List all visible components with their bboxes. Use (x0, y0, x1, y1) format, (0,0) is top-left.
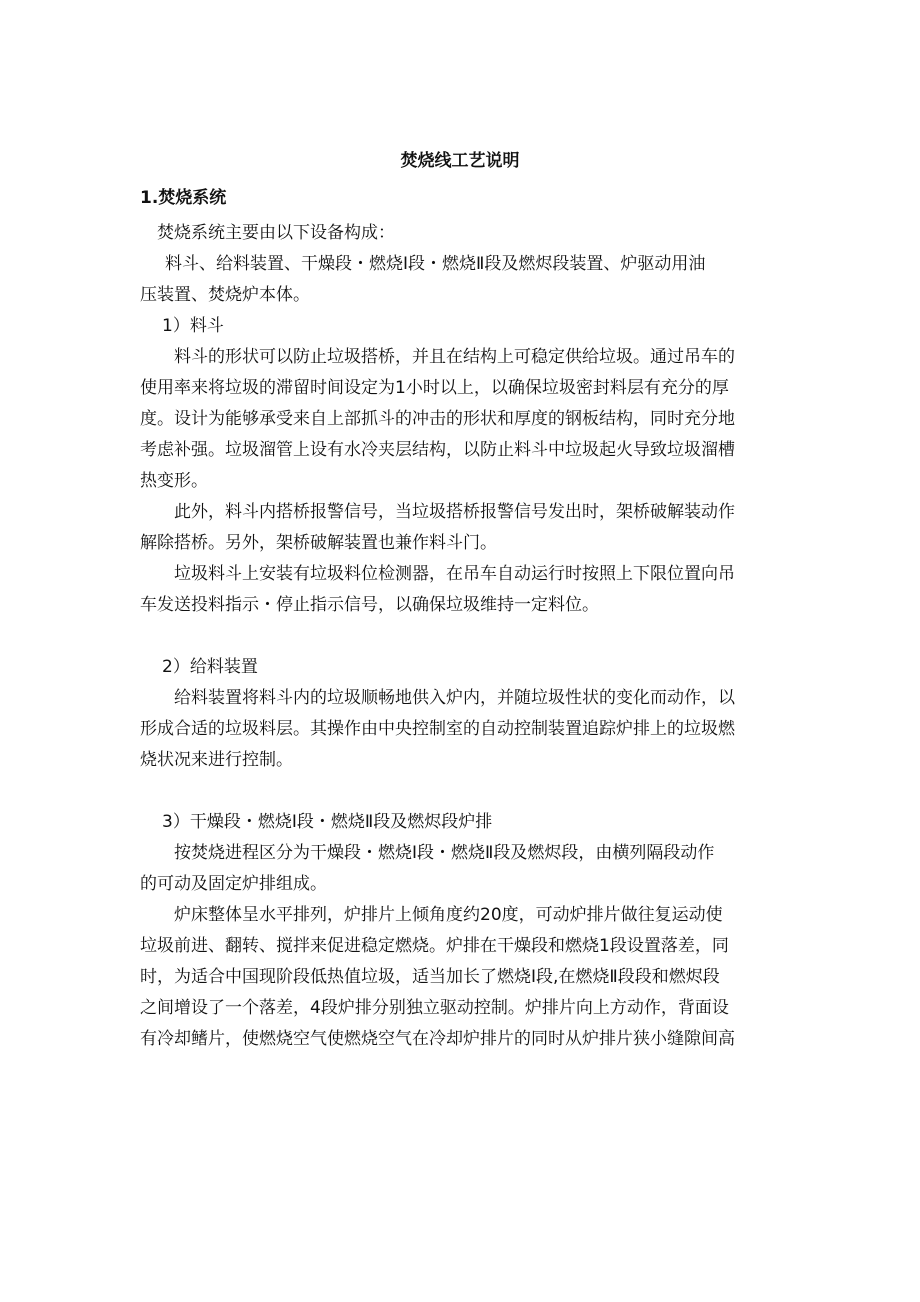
paragraph-line: 焚烧系统主要由以下设备构成： (157, 223, 395, 243)
paragraph-line: 压装置、焚烧炉本体。 (140, 285, 310, 305)
paragraph-line: 形成合适的垃圾料层。其操作由中央控制室的自动控制装置追踪炉排上的垃圾燃 (140, 719, 735, 739)
paragraph-line: 车发送投料指示・停止指示信号，以确保垃圾维持一定料位。 (140, 595, 599, 615)
paragraph-line: 的可动及固定炉排组成。 (140, 874, 327, 894)
paragraph-line: 考虑补强。垃圾溜管上设有水冷夹层结构，以防止料斗中垃圾起火导致垃圾溜槽 (140, 440, 735, 460)
paragraph-line: 炉床整体呈水平排列，炉排片上倾角度约20度，可动炉排片做往复运动使 (174, 905, 723, 925)
blank-line (140, 621, 780, 652)
paragraph-line: 此外，料斗内搭桥报警信号，当垃圾搭桥报警信号发出时，架桥破解装动作 (174, 502, 735, 522)
paragraph-line: 热变形。 (140, 471, 208, 491)
blank-line (140, 776, 780, 807)
subsection-heading: 2）给料装置 (162, 657, 258, 677)
paragraph-line: 垃圾料斗上安装有垃圾料位检测器，在吊车自动运行时按照上下限位置向吊 (174, 564, 735, 584)
document-body (140, 218, 780, 1055)
paragraph-line: 时，为适合中国现阶段低热值垃圾，适当加长了燃烧Ⅰ段,在燃烧Ⅱ段段和燃烬段 (140, 967, 720, 987)
paragraph-line: 垃圾前进、翻转、搅拌来促进稳定燃烧。炉排在干燥段和燃烧1段设置落差，同 (140, 936, 729, 956)
subsection-heading: 3）干燥段・燃烧Ⅰ段・燃烧Ⅱ段及燃烬段炉排 (162, 812, 493, 832)
paragraph-line: 之间增设了一个落差，4段炉排分别独立驱动控制。炉排片向上方动作，背面设 (140, 998, 729, 1018)
document-page (140, 0, 780, 1302)
paragraph-line: 料斗的形状可以防止垃圾搭桥，并且在结构上可稳定供给垃圾。通过吊车的 (174, 347, 735, 367)
paragraph-line: 烧状况来进行控制。 (140, 750, 293, 770)
paragraph-line: 料斗、给料装置、干燥段・燃烧Ⅰ段・燃烧Ⅱ段及燃烬段装置、炉驱动用油 (165, 254, 706, 274)
paragraph-line: 按焚烧进程区分为干燥段・燃烧Ⅰ段・燃烧Ⅱ段及燃烬段，由横列隔段动作 (174, 843, 715, 863)
paragraph-line: 使用率来将垃圾的滞留时间设定为1小时以上，以确保垃圾密封料层有充分的厚 (140, 378, 729, 398)
document-title: 焚烧线工艺说明 (400, 151, 520, 171)
paragraph-line: 度。设计为能够承受来自上部抓斗的冲击的形状和厚度的钢板结构，同时充分地 (140, 409, 735, 429)
section-heading: 1.焚烧系统 (140, 188, 227, 208)
paragraph-line: 解除搭桥。另外，架桥破解装置也兼作料斗门。 (140, 533, 497, 553)
paragraph-line: 给料装置将料斗内的垃圾顺畅地供入炉内，并随垃圾性状的变化而动作，以 (174, 688, 735, 708)
paragraph-line: 有冷却鳍片，使燃烧空气使燃烧空气在冷却炉排片的同时从炉排片狭小缝隙间高 (140, 1029, 735, 1049)
subsection-heading: 1）料斗 (162, 316, 224, 336)
